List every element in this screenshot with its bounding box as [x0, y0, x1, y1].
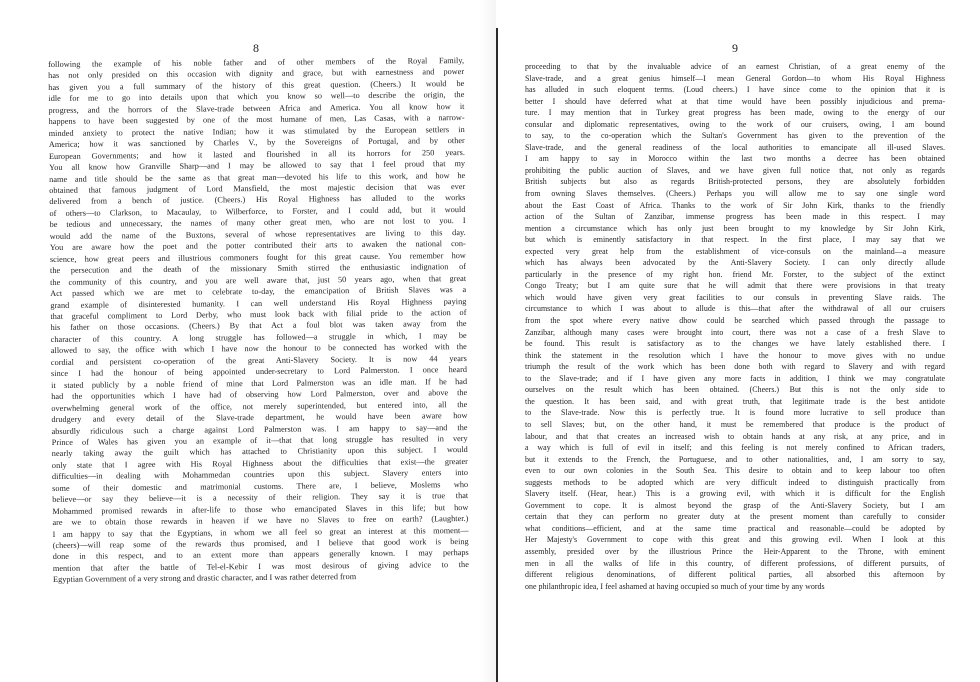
- text-line: Prince of Wales has given you an example of it—that that long struggle has resulted in very: [51, 433, 468, 447]
- text-line: prohibiting the public auction of Slaves, and we have given full notice that, not only as regards: [525, 165, 945, 175]
- text-line: Egyptian Government of a very strong and drastic character, and I was rather deterred from: [52, 572, 357, 585]
- text-line: idle for me to go into details upon that which you know so well—to describe the origin, the: [48, 90, 465, 104]
- text-line: absurdly ridiculous such a charge against Lord Palmerston was. I am happy to say—and the: [51, 422, 468, 436]
- text-line: to the Slave-trade. Now this is perfectly true. It is found more lucrative to sell produce than: [525, 408, 945, 418]
- text-line: I am happy to say in Morocco within the last two months a decree has been obtained: [525, 154, 945, 164]
- text-line: particularly in the presence of my right hon. friend Mr. Forster, to the subject of the extinct: [525, 269, 945, 279]
- text-line: which would have given very great facilities to our consuls in preventing Slave raids. The: [525, 292, 945, 302]
- text-line: You all know how Granville Sharp—and I may be allowed to say that I feel proud that my: [48, 159, 466, 173]
- text-line: assembly, presided over by the illustrious Prince the Heir-Apparent to the Throne, with eminent: [525, 546, 945, 556]
- text-line: different religious denominations, of different political parties, all absorbed this afternoon by: [525, 570, 945, 580]
- text-line: proceeding to that by the invaluable advice of an earnest Christian, of a great enemy of the: [525, 62, 945, 71]
- text-line: mention that after the battle of Tel-el-Kebir I was most desirous of giving advice to the: [52, 559, 469, 573]
- text-line: You are aware how the poet and the potter contributed their arts to awaken the national con-: [49, 239, 466, 253]
- text-line: some of their domestic and matrimonial customs. There are, I believe, Moslems who: [52, 479, 469, 493]
- text-line: Congo Treaty; but I am quite sure that he will admit that there were provisions in that treaty: [525, 281, 945, 291]
- text-line: ture. I may mention that in Turkey great progress has been made, owing to the energy of our: [525, 108, 945, 118]
- page-number: 9: [732, 41, 738, 55]
- text-line: from the spot where every native dhow could be searched which passed through the passage to: [525, 316, 945, 326]
- text-line: only state that I agree with His Royal Highness about the difficulties that exist—the greater: [51, 456, 468, 470]
- text-line: America; how it was sanctioned by Charles V., by the Sovereigns of Portugal, and by other: [48, 136, 465, 150]
- text-line: men in all the walks of life in this country, of different professions, of different pursuits, of: [525, 558, 945, 568]
- text-line: a way which is full of evil in itself; and this feeling is not merely confined to African traders,: [525, 443, 945, 453]
- text-line: Slavery itself. (Hear, hear.) This is a growing evil, with which it is difficult for the English: [525, 489, 945, 499]
- text-line: has not only presided on this occasion with dignity and grace, but with earnestness and power: [48, 67, 465, 81]
- text-line: suggests methods to be adopted which are very difficult indeed to distinguish practically from: [525, 477, 945, 487]
- text-line: ourselves on the result which has been obtained. (Cheers.) But this is not the only side to: [525, 385, 945, 395]
- text-line: (cheers)—will reap some of the rewards thus promised, and I believe that good work is being: [52, 537, 469, 551]
- text-line: nearly taking away the guilt which has attached to Christianity upon this subject. I would: [51, 445, 468, 459]
- text-line: since I had the honour of being appointed under-secretary to Lord Palmerston. I once heard: [50, 365, 468, 379]
- text-line: Government to cope. It is almost beyond the grasp of the Anti-Slavery Society, but I am: [525, 500, 945, 510]
- text-line: obtained that famous judgment of Lord Mansfield, the most majestic decision that was ever: [49, 181, 466, 195]
- text-line: be found. This result is satisfactory as to the changes we have lately established there. I: [525, 339, 945, 349]
- text-line: what conditions—efficient, and at the same time practical and reasonable—could be adopted by: [525, 523, 945, 533]
- text-line: Slave-trade, and a great genius himself—I mean General Gordon—to whom His Royal Highness: [525, 73, 945, 83]
- body-text: [48, 55, 469, 586]
- text-line: to say, to the co-operation which the Sultan's Government has given to the prevention of the: [525, 131, 945, 141]
- text-line: certain that they can perform no greater duty at the present moment than carefully to consider: [525, 512, 945, 522]
- text-line: of others—to Clarkson, to Macaulay, to Wilberforce, to Forster, and I could add, but it would: [49, 204, 466, 218]
- text-line: Mohammed promised rewards in after-life to those who emancipated Slaves in this life; but how: [52, 502, 469, 516]
- text-line: name and title should be the same as that great man—devoted his life to this work, and how he: [49, 170, 466, 184]
- left-page: [48, 0, 469, 682]
- text-line: happens to have been suggested by one of the most humane of men, Las Casas, with a narrow-: [48, 113, 465, 127]
- text-line: has alluded in such eloquent terms. (Loud cheers.) I have since come to the opinion that it is: [525, 85, 945, 95]
- text-line: his father on those occasions. (Cheers.) By that Act a foul blot was taken away from the: [50, 319, 467, 333]
- text-line: be tedious and unnecessary, the names of many other great men, who are not lost to you. I: [49, 216, 466, 230]
- text-line: which has always been advocated by the Anti-Slavery Society. I can only directly allude: [525, 258, 945, 268]
- text-line: difficulties—in dealing with Mohammedan countries upon this subject. Slavery enters into: [51, 468, 469, 482]
- text-line: British subjects but also as regards British-protected persons, they are absolutely forbidden: [525, 177, 945, 187]
- text-line: European Governments; and how it lasted and flourished in all its horrors for 250 years.: [48, 147, 465, 161]
- text-line: it stated publicly by a noble friend of mine that Lord Palmerston was an idle man. If he had: [51, 376, 468, 390]
- text-line: drudgery and every detail of the Slave-trade department, he would have been aware how: [51, 411, 468, 425]
- text-line: Zanzibar, although many cases were brought into court, there was not a case of a fresh Slave to: [525, 327, 945, 337]
- text-line: would add the name of the Buxtons, several of whose representatives are living to this day.: [49, 227, 466, 241]
- text-line: consular and diplomatic representatives, owing to the work of our cruisers, owing, I am bound: [525, 119, 945, 129]
- text-line: minded anxiety to protect the native Indian; how it was stimulated by the European settlers in: [48, 124, 465, 138]
- text-line: I am happy to say that the Egyptians, in whom we all feel so great an interest at this moment—: [52, 525, 469, 539]
- text-line: but which is eminently satisfactory in that respect. In the first place, I may say that we: [525, 235, 945, 245]
- text-line: expected very great help from the establishment of vice-consuls on the mainland—a measure: [525, 246, 945, 256]
- text-line: the question. It has been said, and with great truth, that legitimate trade is the best antidote: [525, 396, 945, 406]
- text-line: think the statement in the resolution which I have the honour to move gives with no undue: [525, 350, 945, 360]
- text-line: action of the Sultan of Zanzibar, immense progress has been made in this respect. I may: [525, 212, 945, 222]
- text-line: the community of this country, and you are well aware that, just 50 years ago, when that great: [50, 273, 467, 287]
- text-line: has given you a full summary of the history of this great question. (Cheers.) It would be: [48, 78, 465, 92]
- page-number: 8: [253, 41, 259, 55]
- text-line: the persecution and the death of the missionary Smith stirred the enthusiastic indignation of: [49, 262, 467, 276]
- text-line: progress, and the horrors of the Slave-trade between Africa and America. You all know how it: [48, 101, 465, 115]
- text-line: cordial and persistent co-operation of the great Anti-Slavery Society. It is now 44 years: [50, 353, 467, 367]
- text-line: circumstance to which I was about to allude is this—that after the withdrawal of all our cruisers: [525, 304, 945, 314]
- text-line: are we to obtain those rewards in heaven if we have no Slaves to free on earth? (Laughter.): [52, 514, 469, 528]
- text-line: to the Slave-trade; and if I have given any more facts in addition, I think we may congratulate: [525, 373, 945, 383]
- text-line: had the opportunities which I have had of observing how Lord Palmerston, over and above the: [51, 388, 468, 402]
- text-line: character of this country. A long struggle has followed—a struggle in which, I may be: [50, 330, 467, 344]
- text-line: but it extends to the French, the Portuguese, and to other nationalities, and, I am sorry to say,: [525, 454, 945, 464]
- body-text: [525, 61, 945, 592]
- text-line: following the example of his noble father and of other members of the Royal Family,: [48, 56, 465, 69]
- text-line: to sell Slaves; but, on the other hand, it must be remembered that produce is the product of: [525, 419, 945, 429]
- text-line: from owning Slaves themselves. (Cheers.) Perhaps you will allow me to say one single word: [525, 189, 945, 199]
- text-line: Slave-trade, and the general readiness of the local authorities to emancipate all ill-used Slaves.: [525, 142, 945, 152]
- text-line: Her Majesty's Government to cope with this great and this growing evil. When I look at this: [525, 535, 945, 545]
- text-line: Act passed which we are met to celebrate to-day, the emancipation of British Slaves was a: [50, 285, 467, 299]
- text-line: one philanthropic idea, I feel ashamed at having occupied so much of your time by any words: [525, 581, 825, 591]
- text-line: that graceful compliment to Lord Derby, who must look back with filial pride to the action of: [50, 307, 467, 321]
- text-line: allowed to say, the office with which I have now the honour to be connected has worked with the: [50, 342, 467, 356]
- text-line: delivered from a bench of justice. (Cheers.) His Royal Highness has alluded to the works: [49, 193, 466, 207]
- right-page: [525, 0, 945, 682]
- text-line: even to our own colonies in the South Sea. This desire to obtain and to keep labour too often: [525, 466, 945, 476]
- text-line: better I should have deferred what at that time would have been possibly injudicious and prema-: [525, 96, 945, 106]
- text-line: believe—or say they believe—it is a necessity of their religion. They say it is true that: [52, 491, 469, 505]
- page-gutter-line: [496, 28, 498, 682]
- text-line: overwhelming general work of the office, not merely superintended, but entered into, all the: [51, 399, 468, 413]
- text-line: science, how great peers and illustrious commoners fought for this great cause. You remember how: [49, 250, 466, 264]
- text-line: grand example of disinterested humanity. I can well understand His Royal Highness paying: [50, 296, 467, 310]
- gutter-shadow: [480, 0, 496, 682]
- text-line: done in this respect, and to an extent more than appears generally known. I may perhaps: [52, 548, 469, 562]
- text-line: mention a circumstance which has only just been brought to my knowledge by Sir John Kirk,: [525, 223, 945, 233]
- text-line: triumph the result of the work which has been done both with regard to Slavery and with regard: [525, 362, 945, 372]
- text-line: labour, and that that creates an increased wish to obtain hands at any risk, at any price, and in: [525, 431, 945, 441]
- text-line: about the East Coast of Africa. Thanks to the work of Sir John Kirk, thanks to the friendly: [525, 200, 945, 210]
